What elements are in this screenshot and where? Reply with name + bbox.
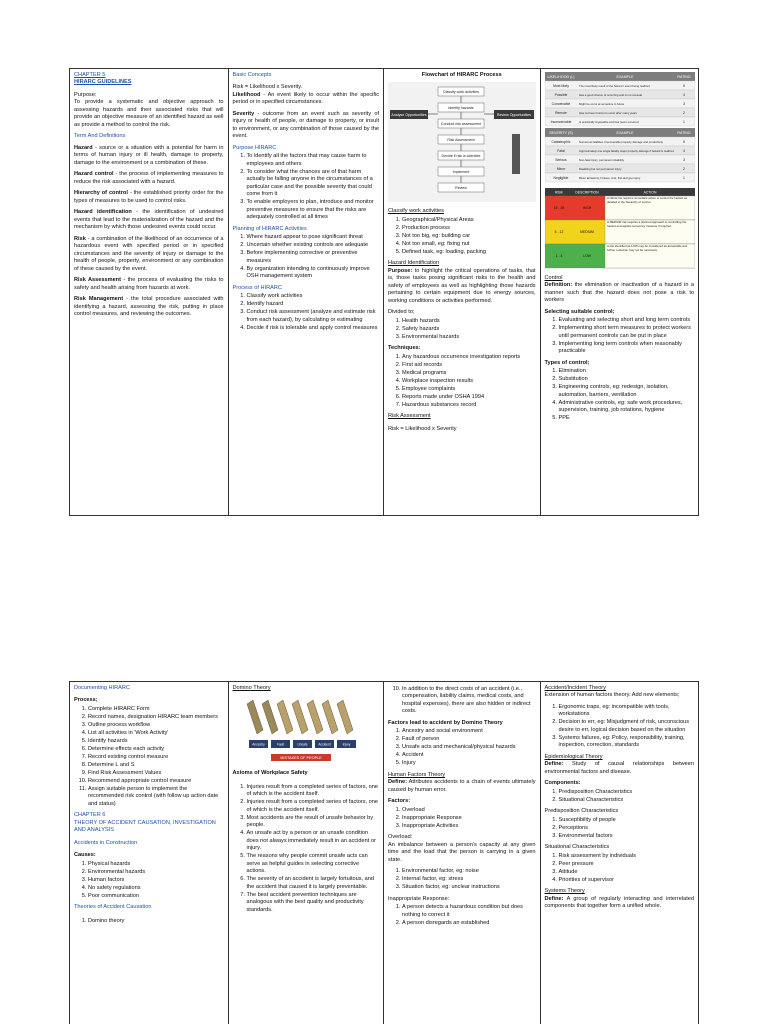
axiom-item: 6. The severity of an accident is largely fortuitous, and the accident that caused it is largely preventable. (247, 876, 380, 891)
documenting-step: 10. Recommend appropriate control measure (88, 778, 224, 785)
definition-item: Hierarchy of control - the established priority order for the types of measures to be used to control risks. (74, 190, 224, 204)
risk-description: HIGH (582, 206, 591, 210)
flow-box-label: Implement (452, 170, 470, 175)
cause-item: 4. No safety regulations (88, 885, 224, 892)
factor-item: 2. Fault of person (402, 736, 536, 743)
selecting-item: 2. Implementing short term measures to protect workers until permanent controls can be put in place (559, 325, 695, 340)
axiom-item: 3. Most accidents are the result of unsafe behavior by people. (247, 815, 380, 830)
domino-image (241, 696, 361, 764)
theory-item: 1. Domino theory (88, 918, 224, 925)
classify-item: 4. Not too small, eg: fixing nut (402, 241, 536, 248)
classify-item: 5. Defined task, eg: loading, packing (402, 249, 536, 256)
epidemiological-define: Define: Study of causal relationships between environmental factors and disease. (544, 761, 694, 775)
risk-tables-image (545, 72, 695, 270)
human-factors-label: Factors: (388, 798, 411, 805)
table-cell: 2 (682, 111, 685, 115)
documenting-step: 11. Assign suitable person to implement the recommended risk control (with follow up action date and status) (88, 786, 224, 808)
chapter-title: HIRARC GUIDELINES (74, 79, 132, 86)
planning-heading: Planning of HIRARC Activities (232, 225, 307, 232)
table-cell: Approximately one single fatality major property damage if hazard is realized (578, 149, 674, 153)
types-label: Types of control; (544, 359, 590, 366)
table-cell: Serious (554, 158, 567, 162)
classify-list (388, 217, 536, 256)
component-item: 2. Situational Characteristics (559, 797, 695, 804)
risk-action: A risk identified as LOW may be considered as acceptable and further reduction may not be necessary. (606, 245, 687, 252)
planning-item: 1. Where hazard appear to pose significant threat (247, 234, 380, 241)
flow-box-label: Classify work activities (443, 90, 479, 95)
flowchart-title: Flowchart of HIRARC Process (421, 72, 502, 78)
inappropriate-item: 1. A person detects a hazardous condition but does nothing to correct it (402, 904, 536, 919)
human-factors-define: Define: Attributes accidents to a chain of events ultimately caused by human error. (388, 779, 536, 793)
bottom-col-4 (541, 682, 699, 1024)
table-cell: Minor abrasions, bruises, cuts, first aid type injury (578, 176, 640, 180)
risk-assessment-formula: Risk = Likelihood x Severity (388, 425, 457, 432)
table-cell: 2 (682, 167, 685, 171)
overload-item: 3. Situation factor, eg: unclear instructions (402, 884, 536, 891)
bottom-col-3 (384, 682, 541, 1024)
axiom-item: 4. An unsafe act by a person or an unsafe condition does not always immediately result in an accident or injury. (247, 830, 380, 852)
risk-formula: Risk = Likelihood x Severity. (232, 84, 303, 91)
process-item: 4. Decide if risk is tolerable and apply control measures (247, 325, 380, 332)
table-cell: Has not been known to occur after many years (578, 111, 637, 115)
techniques-list (388, 354, 536, 409)
factors-heading: Factors lead to accident by Domino Theory (388, 719, 503, 726)
table-header-cell: EXAMPLE (616, 131, 633, 135)
table-cell: 3 (682, 102, 685, 106)
accident-element-item: 2. Decision to err, eg: Misjudgment of risk, unconscious desire to err, logical decision based on the situation (559, 719, 695, 734)
table-cell: Inconceivable (550, 120, 571, 124)
situational-heading: Situational Characteristics (544, 844, 610, 851)
likelihood-def: Likelihood - An event likely to occur within the specific period or in specified circumstances. (232, 91, 379, 106)
chapter6-label: CHAPTER 6 (74, 812, 106, 819)
cause-item: 5. Poor communication (88, 893, 224, 900)
documenting-step: 4. List all activities in 'Work Activity' (88, 730, 224, 737)
severity-def: Severity - outcome from an event such as severity of injury or health of people, or damage to property, or insult to environment, or any combination of those caused by the event. (232, 110, 379, 140)
domino-label: Injury (342, 742, 350, 747)
accident-theory-list (545, 704, 695, 750)
inappropriate-item: 2. A person disregards an established (402, 920, 536, 927)
domino-label: Ancestry (251, 742, 265, 747)
techniques-label: Techniques: (388, 345, 421, 352)
risk-header-cell: ACTION (643, 190, 656, 195)
divided-label: Divided to; (388, 309, 415, 316)
causes-list (74, 861, 224, 900)
domino-label: Accident (317, 742, 331, 747)
control-type-item: 2. Substitution (559, 376, 695, 383)
planning-list (233, 234, 380, 280)
divided-list (388, 318, 536, 341)
overload-list (388, 868, 536, 891)
definitions-list (74, 145, 224, 319)
flow-box-label: Review (455, 186, 467, 191)
axiom-item: 1. Injuries result from a completed series of factors, one of which is the accident itself. (247, 784, 380, 799)
domino-heading: Domino Theory (232, 685, 271, 691)
technique-item: 4. Workplace inspection results (402, 378, 536, 385)
documenting-step: 7. Record existing control measure (88, 754, 224, 761)
flow-side-left-label: Analyse Opportunities (391, 113, 427, 118)
factor-item: 5. Injury (402, 760, 536, 767)
chapter-label: CHAPTER 5 (74, 72, 106, 78)
purpose-label: Purpose: (74, 91, 97, 98)
situational-item: 1. Risk assessment by individuals (559, 853, 695, 860)
component-item: 1. Predisposition Characteristics (559, 789, 695, 796)
classify-heading: Classify work activities (388, 208, 444, 215)
factors-list (388, 728, 536, 767)
risk-header-cell: DESCRIPTION (574, 190, 599, 195)
technique-item: 2. First aid records (402, 362, 536, 369)
table-cell: Has a good chance of occurring and is not unusual (578, 93, 642, 97)
axioms-list (233, 784, 380, 914)
table-cell: Catastrophic (550, 140, 571, 144)
purpose-hirarc-list (233, 153, 380, 221)
documenting-step: 6. Determine effects each activity (88, 746, 224, 753)
flow-box-label: Identify hazards (448, 106, 474, 111)
top-col-3 (384, 69, 541, 515)
table-cell: Non-fatal injury, permanent disability (578, 158, 624, 162)
chapter6-title: THEORY OF ACCIDENT CAUSATION, INVESTIGATION AND ANALYSIS (74, 819, 216, 834)
table-header-cell: LIKELIHOOD (L) (547, 75, 574, 79)
human-factors-heading: Human Factors Theory (388, 771, 446, 778)
process-heading: Process of HIRARC (232, 284, 282, 291)
table-cell: Most likely (552, 84, 569, 88)
axiom-item: 2. Injuries result from a completed series of factors, one of which is the accident itself. (247, 799, 380, 814)
accident-element-item: 3. Systems failures, eg: Policy, responsibility, training, inspection, correction, standards (559, 735, 695, 750)
accident-element-item: 1. Ergonomic traps, eg: incompatible with tools, workstations (559, 704, 695, 719)
documenting-step: 8. Determine L and S (88, 762, 224, 769)
terms-heading: Term And Definitions (74, 133, 126, 140)
control-heading: Control (544, 275, 563, 281)
table-cell: 3 (682, 158, 685, 162)
accidents-heading: Accidents in Construction (74, 839, 138, 846)
selecting-item: 3. Implementing long term controls when reasonably practicable (559, 341, 695, 356)
risk-assessment-heading: Risk Assessment (388, 413, 431, 420)
human-factors-list (388, 807, 536, 830)
technique-item: 7. Hazardous substances record (402, 402, 536, 409)
situational-item: 4. Priorities of supervisor (559, 877, 695, 884)
hirarc-flowchart (388, 82, 536, 202)
definition-item: Hazard identification - the identification of undesired events that lead to the materialization of the hazard and the mechanism by which those undesired events could occur. (74, 209, 224, 231)
divided-item: 3. Environmental hazards (402, 334, 536, 341)
components-label: Components: (544, 780, 581, 787)
risk-action: A HIGH risk requires immediate action to control the hazard as detailed in the hierarchy of control. (606, 197, 687, 204)
top-col-4 (541, 69, 699, 515)
table-header-cell: RATING (676, 131, 691, 135)
process-item: 3. Conduct risk assessment (analyze and estimate risk from each hazard), by calculating or estimating (247, 309, 380, 324)
flow-box-label: Risk Assessment (447, 138, 475, 143)
table-cell: Conceivable (551, 102, 570, 106)
purpose-item: 3. To enable employers to plan, introduce and monitor preventive measures to ensure that the risks are adequately controlled at all times (247, 199, 380, 221)
documenting-step: 5. Identify hazards (88, 738, 224, 745)
process-label: Process; (74, 697, 98, 704)
table-cell: The most likely result of the hazard / event being realized (578, 84, 650, 88)
process-item: 1. Classify work activities (247, 293, 380, 300)
selecting-item: 1. Evaluating and selecting short and long term controls (559, 317, 695, 324)
predisposition-item: 2. Perceptions (559, 825, 695, 832)
hazard-id-heading: Hazard Identification (388, 260, 439, 267)
definition-item: Hazard control - the process of implementing measures to reduce the risk associated with a hazard. (74, 171, 224, 185)
technique-item: 1. Any hazardous occurrence investigation reports (402, 354, 536, 361)
planning-item: 2. Uncertain whether existing controls are adequate (247, 242, 380, 249)
selecting-label: Selecting suitable control; (544, 308, 615, 315)
top-page-table (69, 68, 699, 516)
technique-item: 6. Reports made under OSHA 1994 (402, 394, 536, 401)
purpose-hirarc-heading: Purpose HIRARC (232, 144, 277, 151)
cause-item: 3. Human factors (88, 877, 224, 884)
table-cell: Remote (554, 111, 567, 115)
bottom-col-2 (229, 682, 385, 1024)
control-definition: Definition: the elimination or inactivation of a hazard in a manner such that the hazard does not pose a risk to workers (544, 282, 694, 304)
risk-range: 15 - 25 (553, 206, 564, 210)
purpose-text: To provide a systematic and objective approach to assessing hazards and their associated risks that will provide an objective measure of an identified hazard as well as provide a method to control the risk. (74, 99, 224, 128)
axiom-continued: 10. In addition to the direct costs of an accident (i.e., compensation, liability claims, medical costs, and hospital expenses), there are also hidden or indirect costs. (388, 686, 536, 716)
overload-item: 2. Internal factor, eg: stress (402, 876, 536, 883)
table-cell: Minor (556, 167, 565, 171)
risk-range: 5 - 12 (554, 230, 563, 234)
risk-header-cell: RISK (554, 190, 563, 195)
situational-item: 3. Attitude (559, 869, 695, 876)
selecting-list (545, 317, 695, 355)
systems-theory-define: Define: A group of regularly interacting and interrelated components that together form a unified whole. (544, 895, 694, 910)
overload-item: 1. Environmental factor, eg: noise (402, 868, 536, 875)
overload-text: An imbalance between a person's capacity at any given time and the load that the person is carrying in a given state. (388, 841, 536, 863)
risk-range: 1 - 4 (555, 254, 562, 258)
factor-item: 4. Accident (402, 752, 536, 759)
documenting-step: 2. Record names, designation HIRARC team members (88, 714, 224, 721)
risk-table-header (545, 188, 695, 196)
axioms-heading: Axioms of Workplace Safety (232, 770, 308, 777)
axiom-item: 5. The reasons why people commit unsafe acts can serve as helpful guides in selecting corrective actions. (247, 853, 380, 875)
types-list (545, 368, 695, 422)
control-type-item: 3. Engineering controls, eg: redesign, isolation, automation, barriers, ventilation (559, 384, 695, 399)
table-header-cell: RATING (676, 75, 691, 79)
documenting-heading: Documenting HIRARC (74, 685, 130, 691)
factor-item: 1. Ancestry and social environment (402, 728, 536, 735)
domino-caption: MISTAKES OF PEOPLE (279, 756, 322, 761)
flow-box-label: Decide if risk is tolerable (441, 154, 481, 159)
control-type-item: 4. Administrative controls, eg: safe work procedures, supervision, training, job rotations, hygiene (559, 400, 695, 415)
bottom-page-table (69, 681, 699, 1024)
documenting-step: 9. Find Risk Assessment Values (88, 770, 224, 777)
inappropriate-label: Inappropriate Response: (388, 895, 450, 902)
documenting-step: 1. Complete HIRARC Form (88, 706, 224, 713)
accident-theory-text: Extension of human factors theory. Add new elements; (544, 692, 680, 699)
inappropriate-list (388, 904, 536, 927)
risk-action: A MEDIUM risk requires a planned approach to controlling the hazard and applies temporary measure if required. (606, 221, 686, 228)
top-col-1 (70, 69, 229, 515)
table-cell: 5 (682, 84, 685, 88)
table-header-cell: SEVERITY (S) (548, 131, 573, 135)
axiom-item: 7. The best accident prevention techniques are analogous with the best quality and productivity standards. (247, 892, 380, 914)
bottom-col-1 (70, 682, 229, 1024)
technique-item: 5. Employee complaints (402, 386, 536, 393)
theories-list (74, 918, 224, 925)
control-type-item: 1. Elimination (559, 368, 695, 375)
predisposition-heading: Predisposition Characteristics (544, 808, 619, 815)
cause-item: 2. Environmental hazards (88, 869, 224, 876)
flow-feedback-bar (512, 134, 520, 174)
predisposition-item: 3. Environmental factors (559, 833, 695, 840)
domino-label: Fault (276, 742, 284, 747)
table-cell: 5 (682, 140, 685, 144)
cause-item: 1. Physical hazards (88, 861, 224, 868)
table-cell: 1 (682, 176, 685, 180)
domino-label: Unsafe (296, 742, 308, 747)
definition-item: Risk Assessment - the process of evaluating the risks to safety and health arising from hazards at work. (74, 277, 224, 291)
divided-item: 2. Safety hazards (402, 326, 536, 333)
components-list (545, 789, 695, 804)
systems-theory-heading: Systems Theory (544, 888, 585, 895)
control-type-item: 5. PPE (559, 415, 695, 422)
theories-heading: Theories of Accident Causation (74, 904, 152, 911)
situational-item: 2. Peer pressure (559, 861, 695, 868)
purpose-item: 2. To consider what the chances are of that harm actually be falling anyone in the circumstances of a particular case and the possible severity that could come from it (247, 169, 380, 199)
table-header-cell: EXAMPLE (616, 75, 633, 79)
factor-item: 3. Unsafe acts and mechanical/physical hazards (402, 744, 536, 751)
causes-label: Causes: (74, 852, 96, 859)
classify-item: 3. Not too big, eg: building car (402, 233, 536, 240)
table-cell: 1 (682, 120, 685, 124)
table-cell: 4 (682, 149, 685, 153)
technique-item: 3. Medical programs (402, 370, 536, 377)
human-factor-item: 3. Inappropriate Activities (402, 823, 536, 830)
planning-item: 3. Before implementing corrective or preventive measures (247, 250, 380, 265)
process-list (233, 293, 380, 332)
table-cell: Negligible (553, 176, 568, 180)
overload-label: Overload: (388, 834, 413, 841)
human-factor-item: 2. Inappropriate Response (402, 815, 536, 822)
table-cell: Is practically impossible and has never occurred (578, 120, 639, 124)
divided-item: 1. Health hazards (402, 318, 536, 325)
documenting-step: 3. Outline process workflow (88, 722, 224, 729)
risk-description: LOW (582, 254, 591, 258)
documenting-process-list (74, 706, 224, 808)
purpose-item: 1. To identify all the factors that may cause harm to employees and others (247, 153, 380, 168)
epidemiological-heading: Epidemiological Theory (544, 753, 603, 760)
predisposition-item: 1. Susceptibility of people (559, 817, 695, 824)
process-item: 2. Identify hazard (247, 301, 380, 308)
table-cell: 4 (682, 93, 685, 97)
planning-item: 4. By organization intending to continuously improve OSH management system (247, 266, 380, 281)
situational-list (545, 853, 695, 884)
definition-item: Risk - a combination of the likelihood of an occurrence of a hazardous event with specified period or in specified circumstances and the severity of injury or damage to the health of people, property, environment or any combination of these caused by the event. (74, 235, 224, 272)
definition-item: Risk Management - the total procedure associated with identifying a hazard, assessing the risk, putting in place control measures, and reviewing the outcomes. (74, 296, 224, 318)
basic-concepts-heading: Basic Concepts (232, 72, 272, 78)
hazard-id-purpose: Purpose: to highlight the critical operations of tasks, that is, those tasks posing significant risks to the health and safety of employees as well as highlighting those hazards pertaining to certain equipment due to energy sources, working conditions or activities performed. (388, 267, 536, 304)
table-cell: Fatal (556, 149, 565, 153)
classify-item: 1. Geographical/Physical Areas (402, 217, 536, 224)
flow-side-right-label: Review Opportunities (496, 113, 532, 118)
predisposition-list (545, 817, 695, 840)
table-cell: Might be occur at sometime in future (578, 102, 624, 106)
table-cell: Possible (554, 93, 567, 97)
classify-item: 2. Production process (402, 225, 536, 232)
flow-box-label: Conduct risk assessment (440, 122, 482, 127)
risk-description: MEDIUM (579, 230, 594, 234)
table-cell: Disabling but not permanent injury (578, 167, 621, 171)
top-col-2 (229, 69, 385, 515)
table-cell: Numerous fatalities, irrecoverable property damage and productivity (578, 140, 663, 144)
accident-theory-heading: Accident/Incident Theory (544, 685, 606, 691)
definition-item: Hazard - source or a situation with a potential for harm in terms of human injury or ill health, damage to property, damage to the environment or a combination of these. (74, 144, 224, 166)
human-factor-item: 1. Overload (402, 807, 536, 814)
